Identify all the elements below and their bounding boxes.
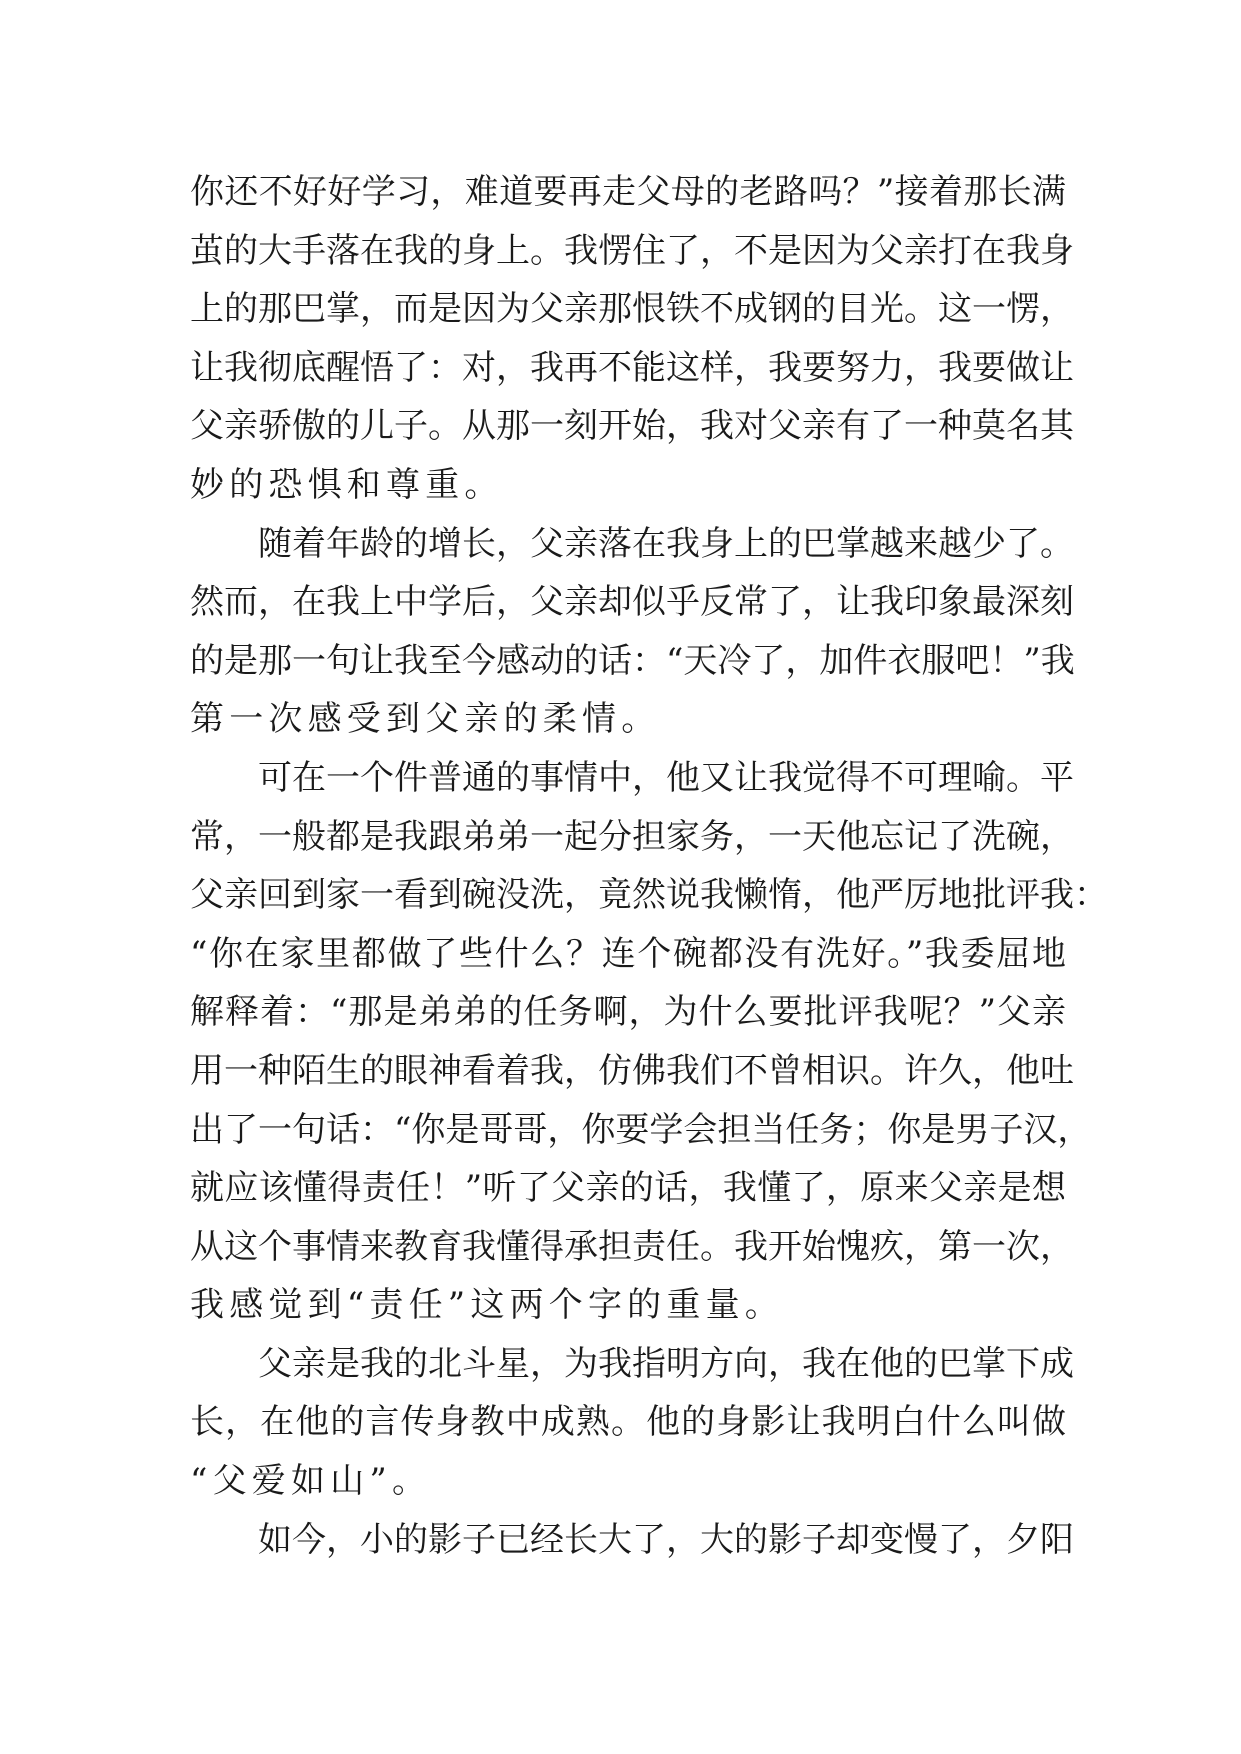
text-line: 茧的大手落在我的身上。我愣住了，不是因为父亲打在我身 — [190, 230, 1074, 271]
text-line: 第一次感受到父亲的柔情。 — [190, 699, 661, 740]
text-line: 的是那一句让我至今感动的话：“天冷了，加件衣服吧！”我 — [190, 640, 1075, 681]
text-line: 解释着：“那是弟弟的任务啊，为什么要批评我呢？”父亲 — [190, 992, 1066, 1033]
text-line: “父爱如山”。 — [190, 1461, 432, 1502]
text-line: 就应该懂得责任！”听了父亲的话，我懂了，原来父亲是想 — [190, 1168, 1066, 1209]
text-line: 父亲回到家一看到碗没洗，竟然说我懒惰，他严厉地批评我： — [190, 875, 1108, 916]
text-line: 如今，小的影子已经长大了，大的影子却变慢了，夕阳 — [258, 1519, 1074, 1560]
text-line: 妙的恐惧和尊重。 — [190, 464, 504, 505]
text-line: “你在家里都做了些什么？连个碗都没有洗好。”我委屈地 — [190, 933, 1066, 974]
text-line: 父亲是我的北斗星，为我指明方向，我在他的巴掌下成 — [258, 1343, 1074, 1384]
text-line: 让我彻底醒悟了：对，我再不能这样，我要努力，我要做让 — [190, 347, 1074, 388]
text-line: 从这个事情来教育我懂得承担责任。我开始愧疚，第一次， — [190, 1226, 1074, 1267]
paragraph-3 — [190, 749, 1108, 1335]
text-line: 你还不好好学习，难道要再走父母的老路吗？”接着那长满 — [190, 172, 1066, 212]
paragraph-2 — [190, 515, 1075, 749]
text-line: 父亲骄傲的儿子。从那一刻开始，我对父亲有了一种莫名其 — [190, 406, 1074, 447]
text-line: 常，一般都是我跟弟弟一起分担家务，一天他忘记了洗碗， — [190, 816, 1074, 857]
text-line: 出了一句话：“你是哥哥，你要学会担当任务；你是男子汉， — [190, 1109, 1092, 1150]
paragraph-5 — [190, 1511, 1074, 1570]
text-line: 可在一个件普通的事情中，他又让我觉得不可理喻。平 — [258, 757, 1074, 798]
text-line: 上的那巴掌，而是因为父亲那恨铁不成钢的目光。这一愣， — [190, 289, 1074, 330]
paragraph-4 — [190, 1335, 1074, 1511]
text-line: 长，在他的言传身教中成熟。他的身影让我明白什么叫做 — [190, 1402, 1066, 1443]
text-line: 然而，在我上中学后，父亲却似乎反常了，让我印象最深刻 — [190, 582, 1074, 623]
text-line: 随着年龄的增长，父亲落在我身上的巴掌越来越少了。 — [258, 523, 1074, 564]
text-line: 我感觉到“责任”这两个字的重量。 — [190, 1285, 784, 1326]
document-body — [190, 163, 1108, 1569]
text-line: 用一种陌生的眼神看着我，仿佛我们不曾相识。许久，他吐 — [190, 1050, 1074, 1091]
paragraph-1 — [190, 163, 1074, 515]
